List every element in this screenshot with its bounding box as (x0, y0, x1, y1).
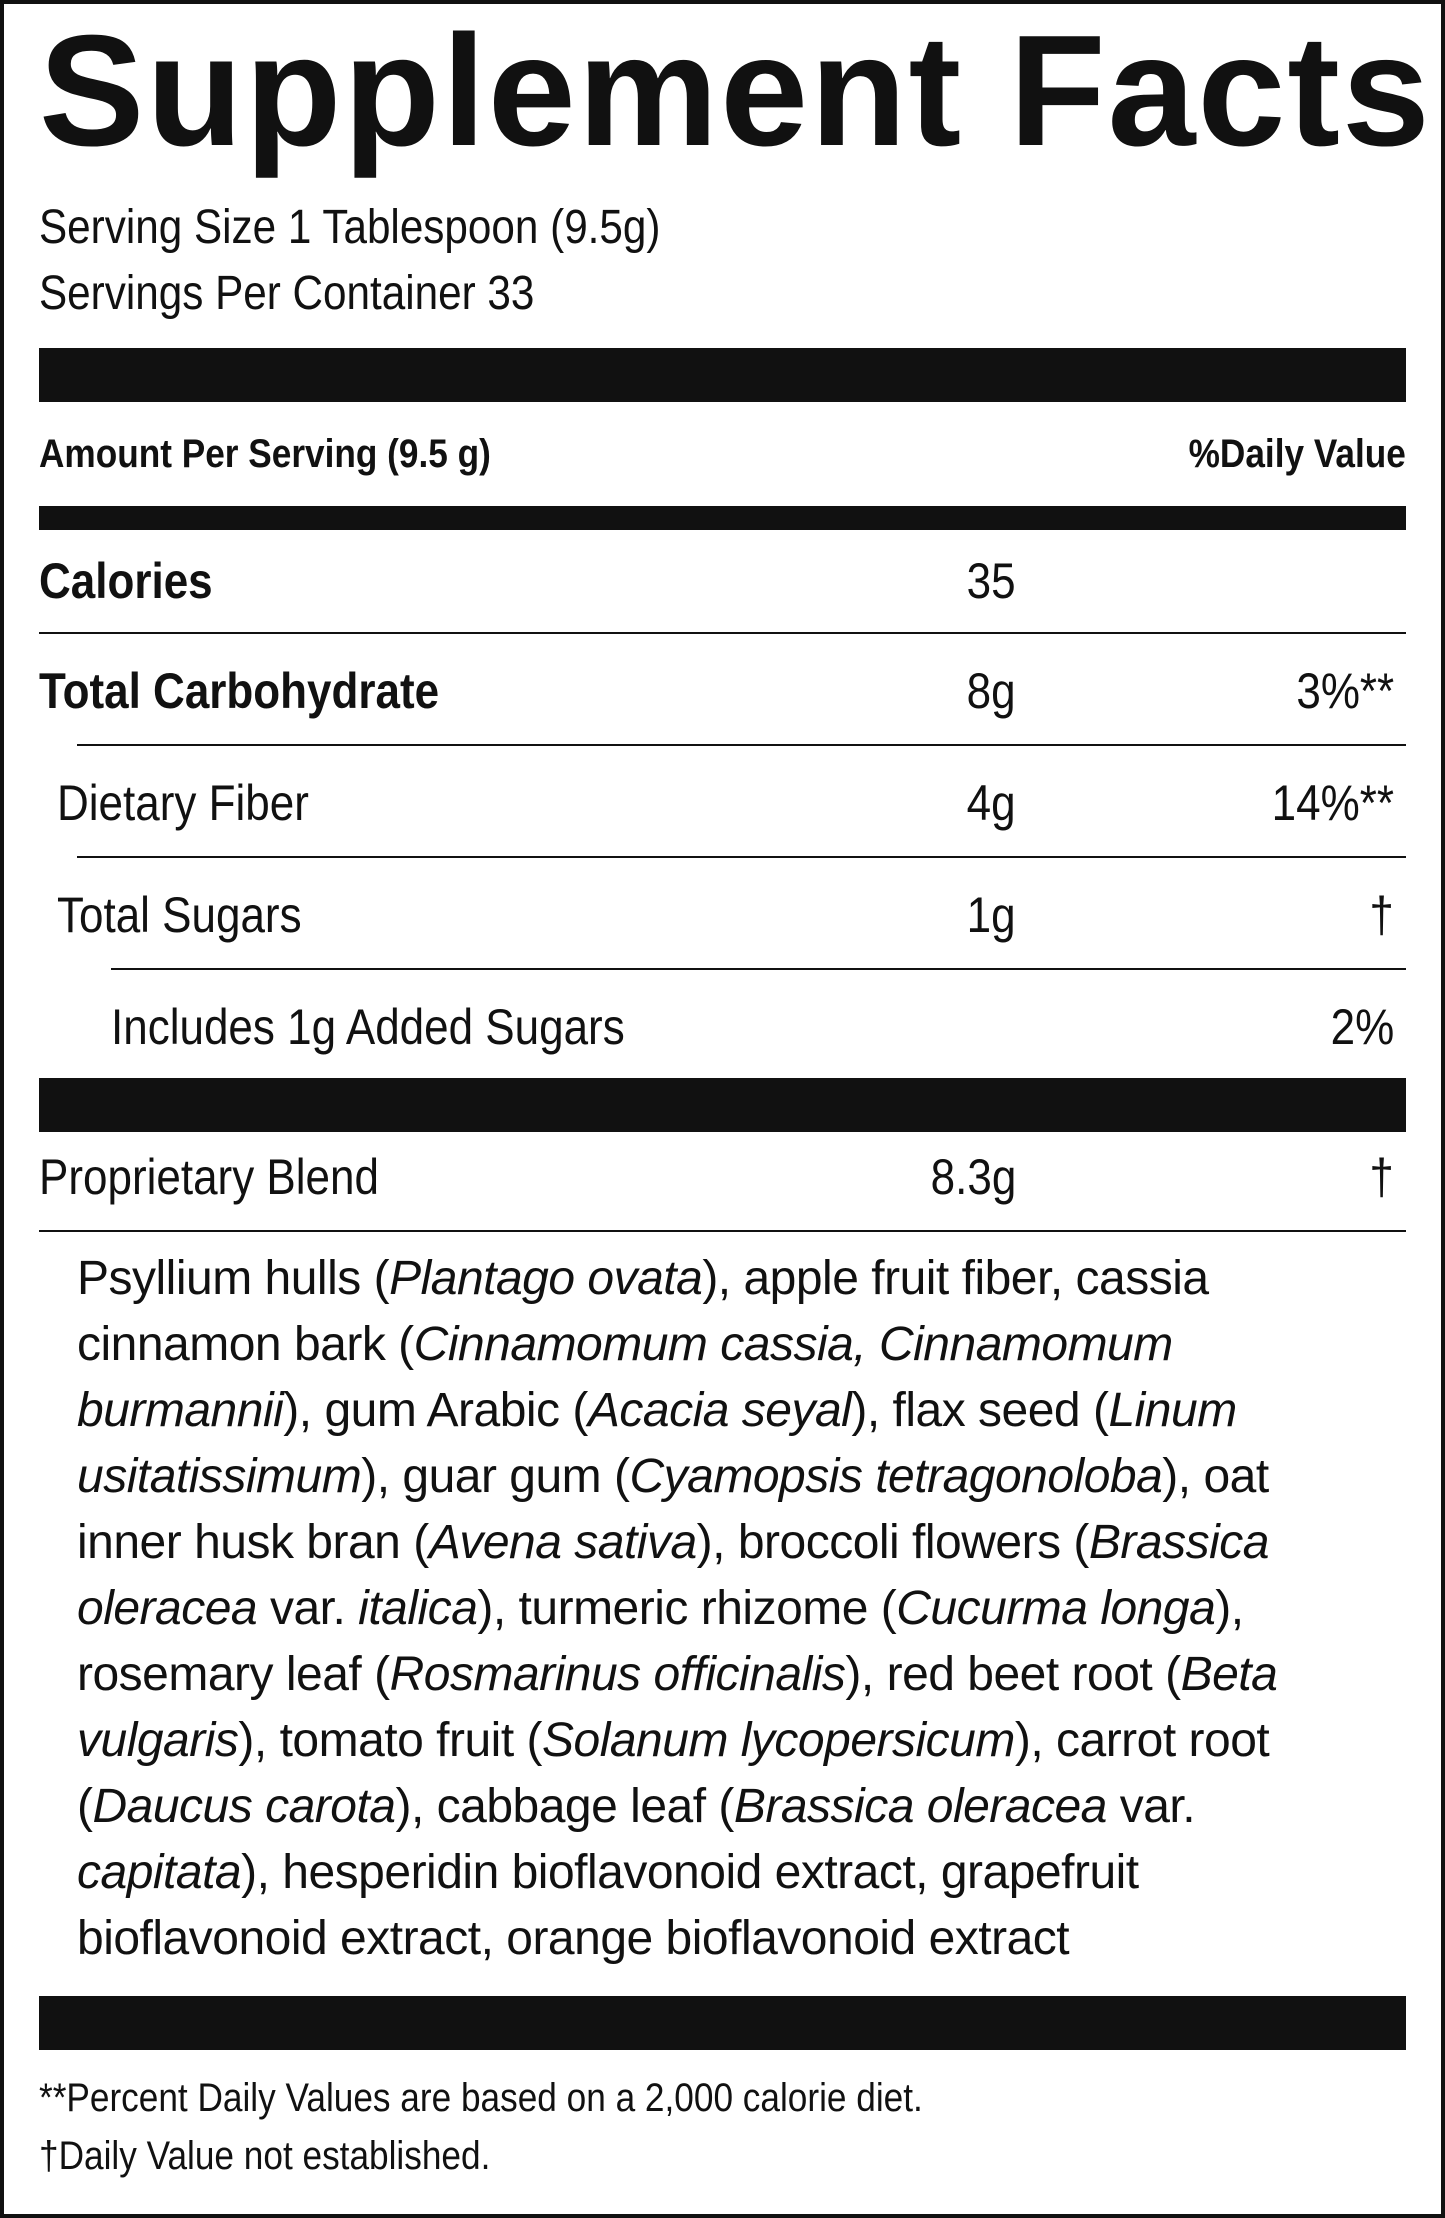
ingredient-latin-name: Linum usitatissimum (77, 1384, 1237, 1503)
row-name-total-sugars: Total Sugars (57, 887, 302, 943)
ingredient-text: ), tomato fruit ( (238, 1714, 542, 1767)
ingredient-text: ), apple fruit fiber, cassia cinnamon bark ( (77, 1252, 1209, 1371)
row-divider (77, 744, 1406, 746)
ingredient-text: ), gum Arabic ( (283, 1384, 588, 1437)
row-name-total-carbohydrate: Total Carbohydrate (39, 663, 440, 719)
thick-divider (39, 1078, 1406, 1132)
blend-amount: 8.3g (930, 1149, 1016, 1205)
ingredient-text: var. (257, 1582, 359, 1635)
row-divider (39, 1230, 1406, 1232)
servings-per-container: Servings Per Container 33 (39, 267, 535, 320)
medium-divider (39, 506, 1406, 530)
ingredient-latin-name: Brassica oleracea (733, 1780, 1107, 1833)
ingredient-text: ), broccoli flowers ( (696, 1516, 1089, 1569)
ingredient-text: ), turmeric rhizome ( (477, 1582, 897, 1635)
ingredient-latin-name: Cucurma longa (896, 1582, 1216, 1635)
ingredient-latin-name: Plantago ovata (389, 1252, 703, 1305)
row-name-added-sugars: Includes 1g Added Sugars (111, 999, 625, 1055)
amount-per-serving-header: Amount Per Serving (9.5 g) (39, 432, 491, 476)
ingredient-latin-name: Rosmarinus officinalis (389, 1648, 846, 1701)
ingredient-text: ), hesperidin bioflavonoid extract, grapefruit bioflavonoid extract, orange bioflavonoid extract (77, 1846, 1139, 1965)
row-dv-added-sugars: 2% (1330, 999, 1394, 1055)
footnote-not-established: †Daily Value not established. (39, 2134, 491, 2178)
ingredient-text: Psyllium hulls ( (77, 1252, 390, 1305)
blend-dv: † (1369, 1149, 1394, 1205)
ingredient-text: ), guar gum ( (361, 1450, 630, 1503)
ingredient-latin-name: Daucus carota (92, 1780, 396, 1833)
ingredient-latin-name: Acacia seyal (587, 1384, 852, 1437)
row-amount-calories: 35 (967, 553, 1016, 609)
footnote-daily-values: **Percent Daily Values are based on a 2,000 calorie diet. (39, 2076, 923, 2120)
label-content (39, 3, 1432, 2214)
thick-divider (39, 348, 1406, 402)
ingredient-latin-name: Cinnamomum cassia, Cinnamomum burmannii (77, 1318, 1173, 1437)
row-divider (111, 968, 1406, 970)
row-divider (77, 856, 1406, 858)
ingredient-text: var. (1106, 1780, 1196, 1833)
label-title: Supplement Facts (39, 3, 1432, 179)
ingredient-text: ), rosemary leaf ( (77, 1582, 1244, 1701)
ingredient-text: ), oat inner husk bran ( (77, 1450, 1269, 1569)
ingredient-text: ), carrot root ( (77, 1714, 1270, 1833)
blend-name: Proprietary Blend (39, 1149, 379, 1205)
ingredient-latin-name: Solanum lycopersicum (541, 1714, 1015, 1767)
row-dv-total-carbohydrate: 3%** (1296, 663, 1394, 719)
ingredient-latin-name: capitata (77, 1846, 242, 1899)
row-dv-total-sugars: † (1369, 887, 1394, 943)
ingredient-latin-name: italica (358, 1582, 478, 1635)
row-divider (39, 632, 1406, 634)
ingredient-latin-name: Avena sativa (428, 1516, 697, 1569)
ingredient-latin-name: Cyamopsis tetragonoloba (629, 1450, 1163, 1503)
row-name-dietary-fiber: Dietary Fiber (57, 775, 309, 831)
daily-value-header: %Daily Value (1188, 432, 1406, 476)
ingredient-text: ), flax seed ( (851, 1384, 1109, 1437)
row-name-calories: Calories (39, 553, 213, 609)
ingredient-latin-name: Beta vulgaris (77, 1648, 1278, 1767)
row-dv-dietary-fiber: 14%** (1271, 775, 1394, 831)
row-amount-total-sugars: 1g (967, 887, 1016, 943)
ingredient-latin-name: Brassica oleracea (77, 1516, 1269, 1635)
ingredient-text: ), cabbage leaf ( (395, 1780, 734, 1833)
ingredient-text: ), red beet root ( (845, 1648, 1181, 1701)
row-amount-total-carbohydrate: 8g (967, 663, 1016, 719)
serving-size: Serving Size 1 Tablespoon (9.5g) (39, 201, 661, 254)
row-amount-dietary-fiber: 4g (967, 775, 1016, 831)
thick-divider (39, 1996, 1406, 2050)
blend-ingredients (77, 1246, 1367, 1972)
